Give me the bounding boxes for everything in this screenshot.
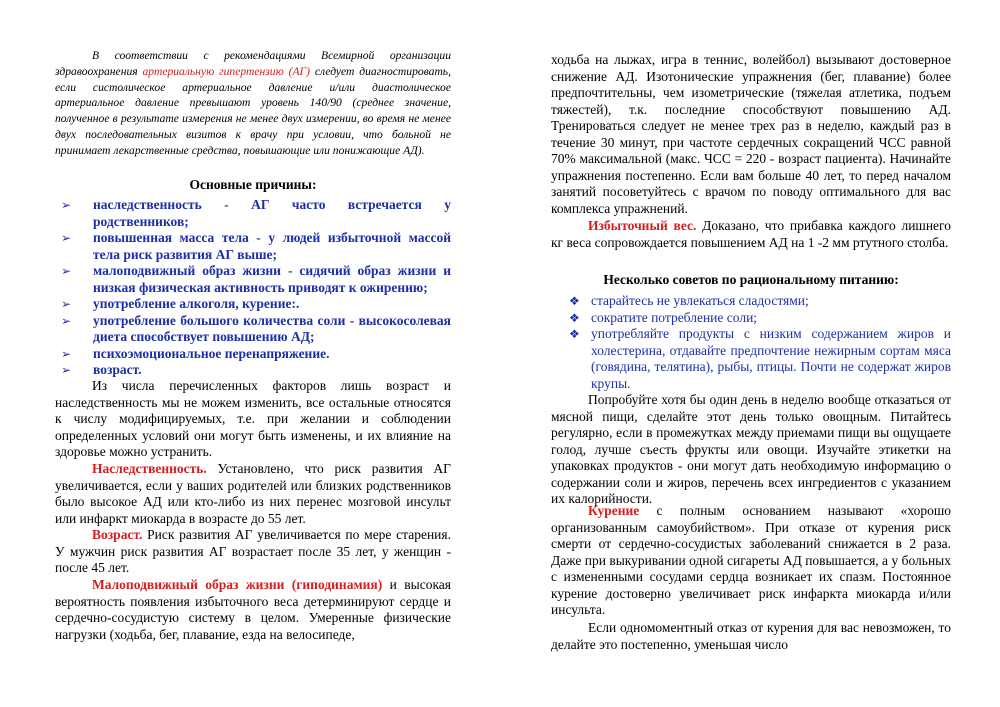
causes-list bbox=[55, 197, 451, 379]
list-item: ❖ сократите потребление соли; bbox=[569, 309, 758, 325]
list-item: ❖ употребляйте продукты с низким содержанием жиров и холестерина, отдавайте предпочтение нежирным сортам мяса (говядина, телятина), рыбы, птицы. Почти не содержат жиров крупы. bbox=[569, 326, 951, 391]
tips-list bbox=[551, 293, 951, 392]
tips-heading: Несколько советов по рациональному питанию: bbox=[603, 272, 899, 287]
intro-highlight: артериальную гипертензию (АГ) bbox=[142, 64, 310, 78]
sedentary-label: Малоподвижный образ жизни (гиподинамия) bbox=[92, 577, 383, 592]
list-item: ➢ возраст. bbox=[61, 362, 142, 377]
list-item: ➢ употребление алкоголя, курение:. bbox=[61, 296, 300, 311]
sedentary-paragraph: Малоподвижный образ жизни (гиподинамия) и высокая вероятность появления избыточного веса детерминируют сердце и сердечно-сосудистую систему в целом. Умеренные физические нагрузки (ходьба, бег, плавание, езда на велосипеде, bbox=[55, 577, 451, 642]
list-item: ❖ старайтесь не увлекаться сладостями; bbox=[569, 293, 809, 308]
intro-text-1: В соответствии с рекомендациями Всемирной организации здравоохранения bbox=[55, 49, 451, 78]
heredity-label: Наследственность. bbox=[92, 461, 207, 476]
last-paragraph: Если одномоментный отказ от курения для вас невозможен, то делайте это постепенно, уменьшая число bbox=[551, 620, 951, 652]
intro-text-2: следует диагностировать, если систолическое артериальное давление и/или диастолическое артериальное давление превышают уровень 140/90 (среднее значение, полученное в результате измерения не менее двух измерении, во время не менее двух последовательных визитов к врачу при условии, что больной не принимает лекарственные средства, повышающие или понижающие АД). bbox=[55, 64, 451, 157]
heredity-paragraph: Наследственность. Установлено, что риск развития АГ увеличивается, если у ваших родителей или близких родственников было высокое АД или кто-либо из них перенес мозговой инсульт или инфаркт миокарда в возрасте до 55 лет. bbox=[55, 461, 451, 526]
smoking-label: Курение bbox=[588, 503, 640, 518]
arrow-bullet-icon: ➢ bbox=[61, 198, 72, 212]
list-item: ➢ употребление большого количества соли - высокосолевая диета способствует повышению АД; bbox=[61, 312, 451, 344]
diamond-bullet-icon: ❖ bbox=[569, 310, 580, 325]
intro-paragraph bbox=[55, 48, 451, 159]
list-item: ➢ психоэмоциональное перенапряжение. bbox=[61, 345, 330, 361]
diamond-bullet-icon: ❖ bbox=[569, 327, 580, 341]
age-paragraph: Возраст. Риск развития АГ увеличивается по мере старения. У мужчин риск развития АГ возрастает после 35 лет, у женщин - после 45 лет. bbox=[55, 527, 451, 575]
weight-paragraph: Избыточный вес. Доказано, что прибавка каждого лишнего кг веса сопровождается повышением АД на 1 -2 мм ртутного столба. bbox=[551, 218, 951, 250]
causes-heading: Основные причины: bbox=[189, 177, 317, 192]
diet-paragraph: Попробуйте хотя бы один день в неделю вообще отказаться от мясной пищи, сделайте этот день только овощным. Питайтесь регулярно, если в промежутках между приемами пищи вы ощущаете голод, лучше съесть фрукты или овощи. Изучайте этикетки на упаковках продуктов - они могут дать необходимую информацию о содержании соли и жиров, перечень всех ингредиентов с указанием их калорийности. bbox=[551, 392, 951, 506]
list-item: ➢ наследственность - АГ часто встречается у родственников; bbox=[61, 197, 451, 229]
arrow-bullet-icon: ➢ bbox=[61, 264, 72, 278]
diamond-bullet-icon: ❖ bbox=[569, 294, 580, 308]
smoking-paragraph: Курение с полным основанием называют «хорошо организованным самоубийством». При отказе от курения риск смерти от сердечно-сосудистых заболеваний снижается в 2 раза. Даже при выкуривании одной сигареты АД повышается, а у больных с измененными сосудами сердца возникает их спазм. Постоянное курение достоверно увеличивает риск инфаркта миокарда и/или инсульта. bbox=[551, 503, 951, 617]
list-item: ➢ малоподвижный образ жизни - сидячий образ жизни и низкая физическая активность приводят к ожирению; bbox=[61, 263, 451, 295]
arrow-bullet-icon: ➢ bbox=[61, 363, 72, 377]
arrow-bullet-icon: ➢ bbox=[61, 297, 72, 311]
weight-label: Избыточный вес. bbox=[588, 218, 697, 233]
factors-paragraph: Из числа перечисленных факторов лишь возраст и наследственность мы не можем изменить, все остальные относятся к числу модифицируемых, т.е. при желании и соблюдении определенных условий они могут быть изменены, и их влияние на здоровье можно устранить. bbox=[55, 378, 451, 459]
arrow-bullet-icon: ➢ bbox=[61, 313, 72, 328]
list-item: ➢ повышенная масса тела - у людей избыточной массой тела риск развития АГ выше; bbox=[61, 230, 451, 262]
arrow-bullet-icon: ➢ bbox=[61, 231, 72, 245]
exercise-paragraph: ходьба на лыжах, игра в теннис, волейбол) вызывают достоверное снижение АД. Изотонические упражнения (бег, плавание) более предпочтительны, чем изометрические (тяжелая атлетика, подъем тяжестей), т.к. последние способствуют повышению АД. Тренироваться следует не менее трех раз в неделю, каждый раз в течение 30 минут, при частоте сердечных сокращений ЧСС равной 70% максимальной (макс. ЧСС = 220 - возраст пациента). Начинайте упражнения постепенно. Если вам больше 40 лет, то перед началом занятий посоветуйтесь с врачом по поводу оптимального для вас комплекса упражнений. bbox=[551, 52, 951, 216]
age-label: Возраст. bbox=[92, 527, 143, 542]
arrow-bullet-icon: ➢ bbox=[61, 346, 72, 361]
